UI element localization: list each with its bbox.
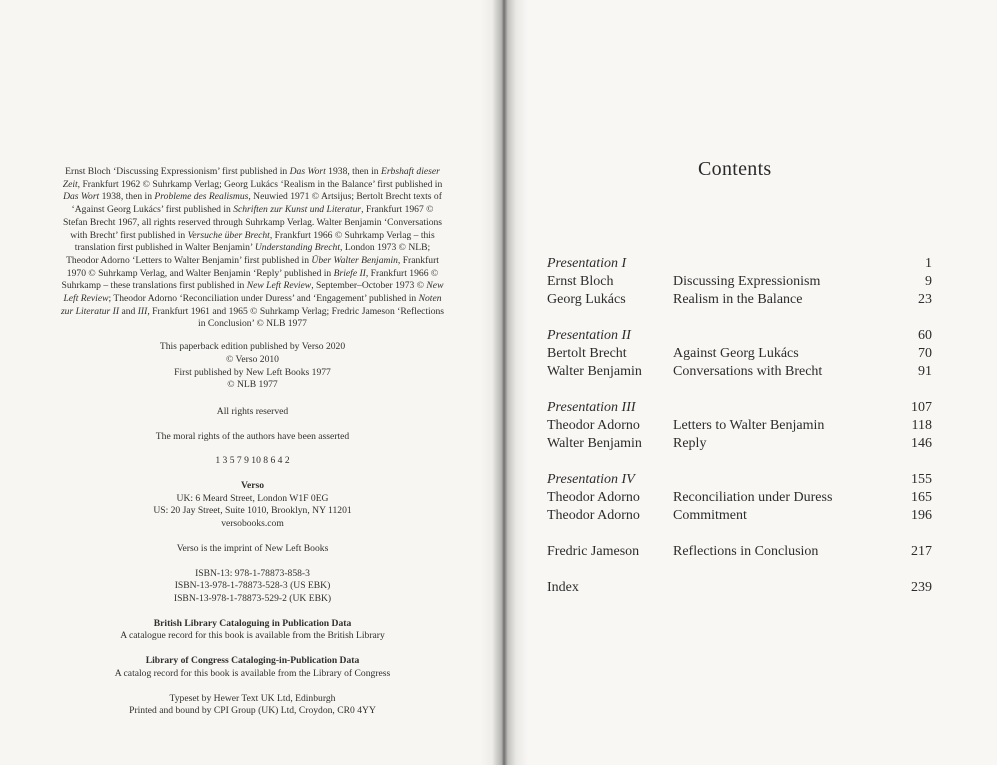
toc-entry-row xyxy=(547,489,932,507)
toc-spacer xyxy=(547,381,932,399)
toc-author: Fredric Jameson xyxy=(547,544,640,559)
toc-presentation-row xyxy=(547,255,932,273)
toc-page-number: 196 xyxy=(911,508,932,523)
toc-author: Walter Benjamin xyxy=(547,364,642,379)
page-title: Contents xyxy=(698,158,772,180)
rights-reserved: All rights reserved xyxy=(216,405,289,417)
toc-page-number: 146 xyxy=(911,436,932,451)
address-uk: UK: 6 Meard Street, London W1F 0EG xyxy=(176,492,329,504)
toc-page-number: 155 xyxy=(911,472,932,487)
edition-line: First published by New Left Books 1977 xyxy=(174,366,331,378)
toc-page-number: 60 xyxy=(918,328,932,343)
address-us: US: 20 Jay Street, Suite 1010, Brooklyn, NY 11201 xyxy=(153,505,352,517)
publisher-name: Verso xyxy=(240,480,265,492)
toc-spacer xyxy=(547,453,932,471)
toc-page-number: 118 xyxy=(911,418,932,433)
edition-line: This paperback edition published by Verso 2020 xyxy=(159,341,346,353)
toc-author: Theodor Adorno xyxy=(547,508,640,523)
toc-page-number: 9 xyxy=(925,274,932,289)
toc-page-number: 107 xyxy=(911,400,932,415)
bl-heading: British Library Cataloguing in Publication Data xyxy=(153,617,352,629)
toc-title: Conversations with Brecht xyxy=(673,364,823,379)
toc-entry-row xyxy=(547,435,932,453)
loc-heading: Library of Congress Cataloging-in-Publication Data xyxy=(145,655,360,667)
toc-page-number: 165 xyxy=(911,490,932,505)
toc-page-number: 1 xyxy=(925,256,932,271)
website: versobooks.com xyxy=(221,518,284,530)
typeset-line: Typeset by Hewer Text UK Ltd, Edinburgh xyxy=(169,692,336,704)
toc-presentation-row xyxy=(547,471,932,489)
toc-title: Reconciliation under Duress xyxy=(673,490,833,505)
toc-entry-row xyxy=(547,543,932,561)
imprint-note: Verso is the imprint of New Left Books xyxy=(176,542,329,554)
copyright-page xyxy=(0,0,498,765)
toc-author: Theodor Adorno xyxy=(547,490,640,505)
edition-line: © Verso 2010 xyxy=(226,353,279,365)
toc-entry-row xyxy=(547,345,932,363)
toc-page-number: 239 xyxy=(911,580,932,595)
toc-spacer xyxy=(547,309,932,327)
loc-note: A catalog record for this book is available from the Library of Congress xyxy=(114,667,391,679)
toc-page-number: 91 xyxy=(918,364,932,379)
edition-line: © NLB 1977 xyxy=(227,379,278,391)
bl-note: A catalogue record for this book is available from the British Library xyxy=(120,630,385,642)
toc-presentation-label: Presentation III xyxy=(547,400,636,415)
toc-title: Reply xyxy=(673,436,707,451)
toc-presentation-row xyxy=(547,327,932,345)
copyright-block xyxy=(60,166,445,718)
printing-line: 1 3 5 7 9 10 8 6 4 2 xyxy=(215,455,290,467)
toc-entry-row xyxy=(547,417,932,435)
toc-author: Index xyxy=(547,580,579,595)
toc-entry-row xyxy=(547,579,932,597)
toc-presentation-label: Presentation II xyxy=(547,328,631,343)
credits-paragraph: Ernst Bloch ‘Discussing Expressionism’ first published in Das Wort 1938, then in Erbshaft dieser Zeit, Frankfurt 1962 © Suhrkamp Verlag; Georg Lukács ‘Realism in the Balance’ first published in Das Wort 1938, then in Probleme des Realismus, Neuwied 1971 © Artsijus; Bertolt Brecht texts of ‘Against Georg Lukács’ first published in Schriften zur Kunst und Literatur, Frankfurt 1967 © Stefan Brecht 1967, all rights reserved through Suhrkamp Verlag. Walter Benjamin ‘Conversations with Brecht’ first published in Versuche über Brecht, Frankfurt 1966 © Suhrkamp Verlag – this translation first published in Walter Benjamin’ Understanding Brecht, London 1973 © NLB; Theodor Adorno ‘Letters to Walter Benjamin’ first published in Über Walter Benjamin, Frankfurt 1970 © Suhrkamp Verlag, and Walter Benjamin ‘Reply’ published in Briefe II, Frankfurt 1966 © Suhrkamp – these translations first published in New Left Review, September–October 1973 © New Left Review; Theodor Adorno ‘Reconciliation under Duress’ and ‘Engagement’ published in Noten zur Literatur II and III, Frankfurt 1961 and 1965 © Suhrkamp Verlag; Fredric Jameson ‘Reflections in Conclusion’ © NLB 1977 xyxy=(60,166,445,330)
toc-page-number: 23 xyxy=(918,292,932,307)
moral-rights: The moral rights of the authors have been asserted xyxy=(155,430,350,442)
toc-page-number: 217 xyxy=(911,544,932,559)
toc-spacer xyxy=(547,525,932,543)
toc-entry-row xyxy=(547,507,932,525)
toc-entry-row xyxy=(547,363,932,381)
isbn-line: ISBN-13: 978-1-78873-858-3 xyxy=(195,567,310,579)
toc-page-number: 70 xyxy=(918,346,932,361)
toc-title: Discussing Expressionism xyxy=(673,274,821,289)
toc-author: Walter Benjamin xyxy=(547,436,642,451)
toc-author: Bertolt Brecht xyxy=(547,346,627,361)
table-of-contents xyxy=(547,255,932,597)
toc-entry-row xyxy=(547,291,932,309)
toc-spacer xyxy=(547,561,932,579)
isbn-line: ISBN-13-978-1-78873-529-2 (UK EBK) xyxy=(173,592,332,604)
toc-title: Against Georg Lukács xyxy=(673,346,799,361)
toc-title: Realism in the Balance xyxy=(673,292,803,307)
toc-title: Letters to Walter Benjamin xyxy=(673,418,825,433)
toc-presentation-label: Presentation IV xyxy=(547,472,635,487)
toc-presentation-label: Presentation I xyxy=(547,256,627,271)
toc-title: Reflections in Conclusion xyxy=(673,544,819,559)
printed-line: Printed and bound by CPI Group (UK) Ltd, Croydon, CR0 4YY xyxy=(129,705,376,717)
toc-presentation-row xyxy=(547,399,932,417)
toc-title: Commitment xyxy=(673,508,747,523)
isbn-line: ISBN-13-978-1-78873-528-3 (US EBK) xyxy=(174,580,331,592)
toc-entry-row xyxy=(547,273,932,291)
toc-author: Georg Lukács xyxy=(547,292,626,307)
toc-author: Theodor Adorno xyxy=(547,418,640,433)
toc-author: Ernst Bloch xyxy=(547,274,614,289)
